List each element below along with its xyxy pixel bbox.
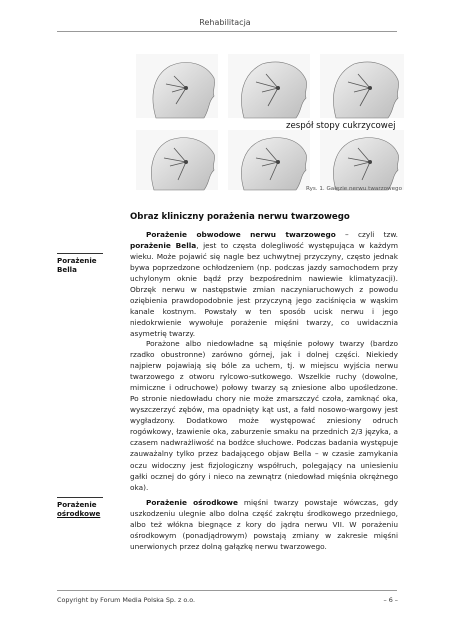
paragraph-symptoms [130, 338, 398, 493]
facial-nerve-illustration [136, 48, 408, 194]
footer-divider [57, 590, 397, 591]
face-panel-1 [136, 54, 218, 118]
header-divider [57, 31, 397, 32]
term-peripheral-palsy: Porażenie obwodowe nerwu twarzowego [146, 230, 336, 239]
margin-label-line2: ośrodkowe [57, 509, 101, 518]
header-title: Rehabilitacja [199, 18, 251, 27]
face-panel-3 [320, 54, 404, 118]
paragraph-text: mięśni twarzy powstaje wówczas, gdy uszkodzeniu ulegnie albo dolna część zakrętu środkowego przedniego, albo też włókna biegnące z kory do jądra nerwu VII. W porażeniu ośrodkowym (ponadjądrowym) powstają zmiany w zakresie mięśni unerwionych przez dolną gałązkę nerwu twarzowego. [130, 498, 398, 552]
face-panel-2 [228, 54, 310, 118]
paragraph-bell-palsy [130, 229, 398, 339]
figure-overlay-text: zespół stopy cukrzycowej [286, 121, 396, 131]
facial-nerve-figure [136, 48, 408, 194]
page-number: – 6 – [383, 596, 398, 604]
margin-label-rule [57, 497, 103, 498]
term-bell-palsy: porażenie Bella [130, 241, 197, 251]
margin-label-osrodkowe [57, 497, 103, 518]
section-heading: Obraz kliniczny porażenia nerwu twarzowego [130, 212, 350, 222]
figure-caption: Rys. 1. Gałęzie nerwu twarzowego [305, 186, 402, 192]
footer-copyright: Copyright by Forum Media Polska Sp. z o.o. [57, 596, 196, 604]
term-central-palsy: Porażenie ośrodkowe [146, 498, 238, 507]
margin-label-line1: Porażenie [57, 256, 97, 265]
face-panel-4 [136, 130, 218, 190]
paragraph-text: – czyli tzw. [335, 230, 398, 239]
paragraph-text: Porażone albo niedowładne są mięśnie połowy twarzy (bardzo rzadko obustronne) zarówno górnej, jak i dolnej części. Niekiedy najpierw pojawiają się bóle za uchem, tj. w miejscu wyjścia nerwu twarzowego z otworu rylcowo-sutkowego. Wszelkie ruchy (dowolne, mimiczne i odruchowe) połowy twarzy są zniesione albo upośledzone. Po stronie niedowładu chory nie może zmarszczyć czoła, zamknąć oka, wyszczerzyć zębów, ma opadnięty kąt ust, a fałd nosowo-wargowy jest wygładzony. Dodatkowo może występować zniesiony odruch rogówkowy, łzawienie oka, zaburzenie smaku na przednich 2/3 języka, a czasem nadwrażliwość na bodźce słuchowe. Podczas badania występuje zauważalny tylko przez badającego objaw Bella – w czasie zamykania oczu widoczny jest fizjologiczny współruch, polegający na uniesieniu gałki ocznej do góry i nieco na zewnątrz (niedowład mięśnia okrężnego oka). [130, 339, 398, 492]
face-panel-6 [320, 130, 404, 190]
margin-label-rule [57, 253, 103, 254]
paragraph-central-palsy [130, 497, 398, 552]
paragraph-text: , jest to częsta dolegliwość występująca w każdym wieku. Może pojawić się nagle bez uchwytnej przyczyny, często jednak bywa poprzedzone ochłodzeniem (np. podczas jazdy samochodem przy uchylonym oknie bądź przy bezpośrednim nawiewie klimatyzacji). Obrzęk nerwu w następstwie zmian naczyniaruchowych z powodu oziębienia prawdopodobnie jest przyczyną jego zaciśnięcia w wąskim kanale kostnym. Powstały w ten sposób ucisk nerwu i jego niedokrwienie wywołuje porażenie mięśni twarzy, co uwidacznia asymetrię twarzy. [130, 241, 398, 339]
face-panel-5 [228, 130, 310, 190]
margin-label-bella [57, 253, 103, 274]
margin-label-line1: Porażenie [57, 500, 97, 509]
margin-label-line2: Bella [57, 265, 77, 274]
